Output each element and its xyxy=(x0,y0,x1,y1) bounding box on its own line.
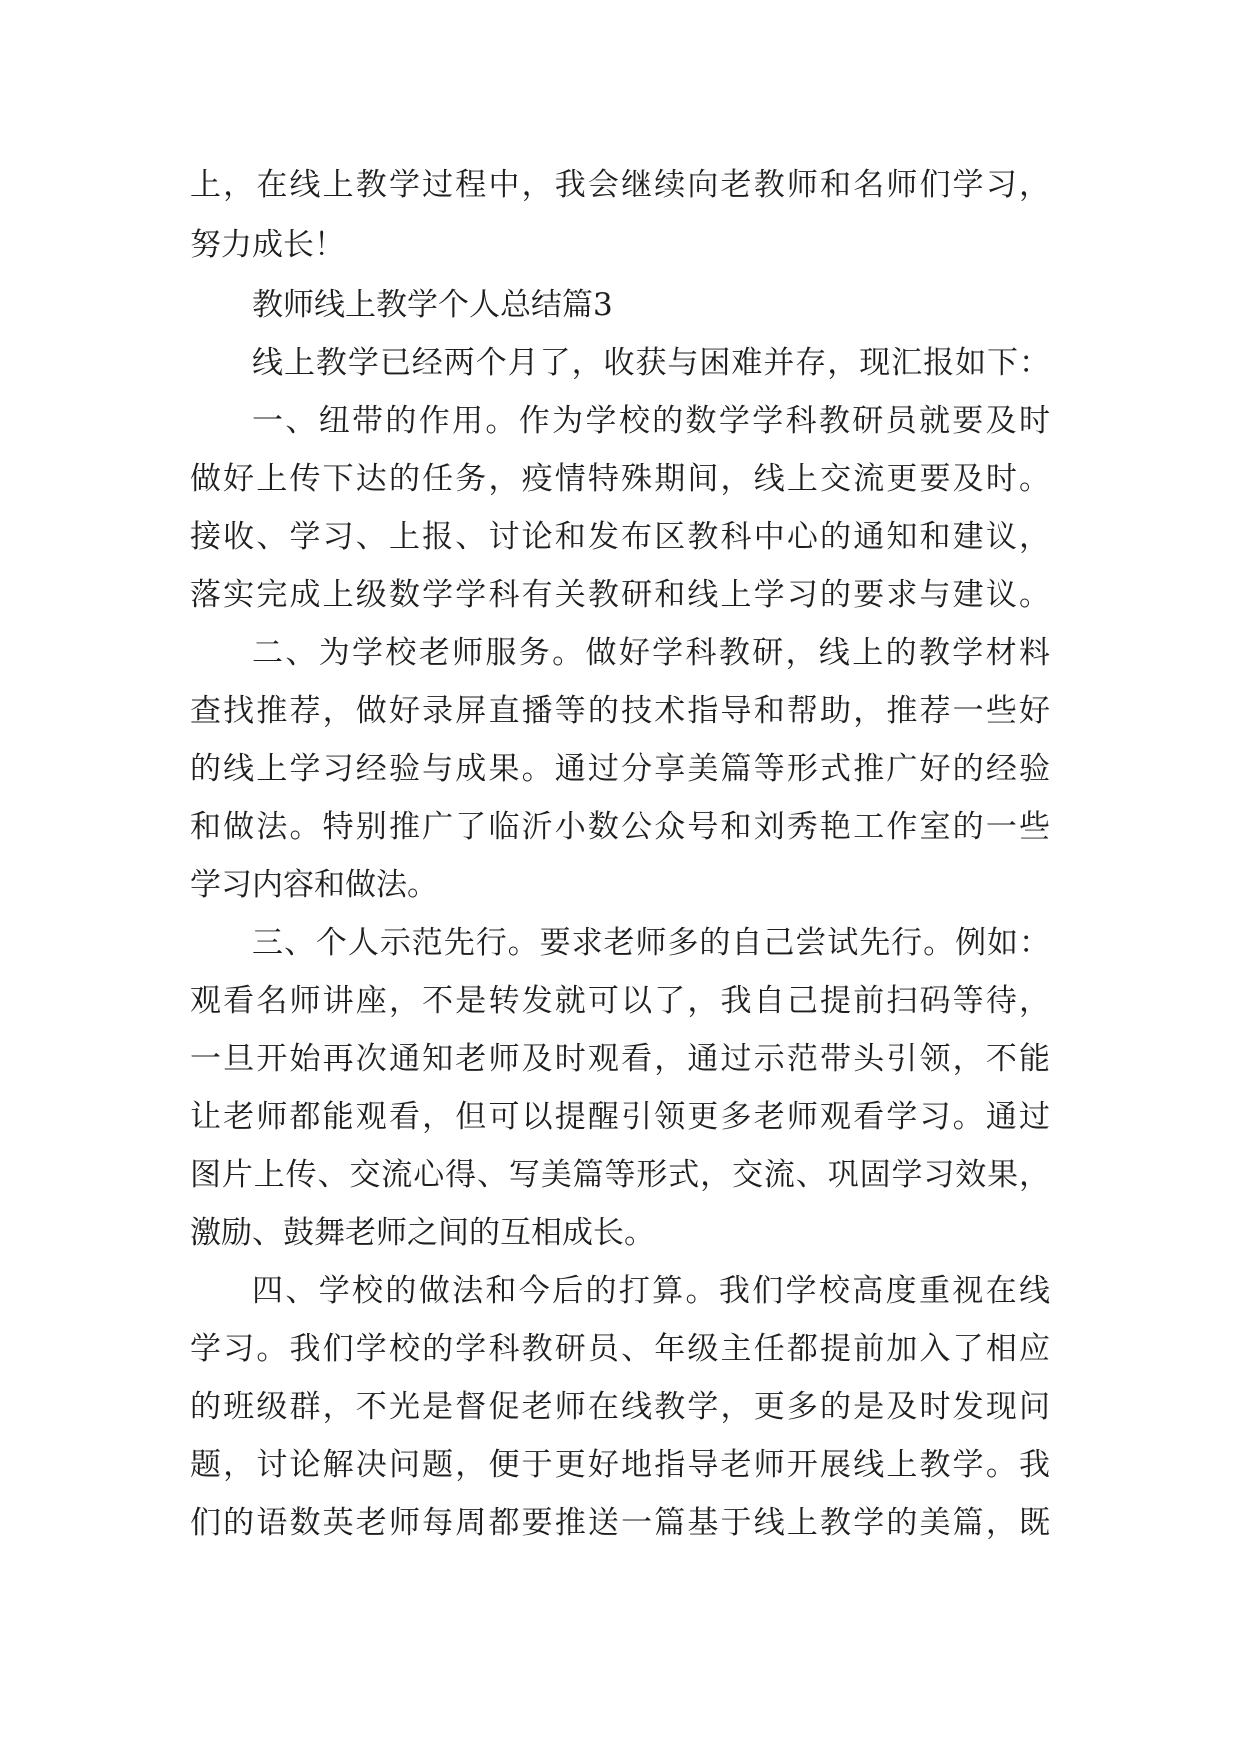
paragraph-line: 上，在线上教学过程中，我会继续向老教师和名师们学习， xyxy=(190,167,1050,203)
paragraph-line: 让老师都能观看，但可以提醒引领更多老师观看学习。通过 xyxy=(190,1099,1050,1135)
paragraph-line: 图片上传、交流心得、写美篇等形式，交流、巩固学习效果， xyxy=(190,1157,1050,1193)
paragraph-line: 三、个人示范先行。要求老师多的自己尝试先行。例如： xyxy=(252,925,1050,961)
paragraph-line: 努力成长！ xyxy=(190,227,345,263)
paragraph-line: 题，讨论解决问题，便于更好地指导老师开展线上教学。我 xyxy=(190,1447,1050,1483)
paragraph-line: 做好上传下达的任务，疫情特殊期间，线上交流更要及时。 xyxy=(190,461,1050,497)
paragraph-line: 二、为学校老师服务。做好学科教研，线上的教学材料 xyxy=(252,635,1050,671)
paragraph-line: 激励、鼓舞老师之间的互相成长。 xyxy=(190,1215,655,1251)
paragraph-line: 接收、学习、上报、讨论和发布区教科中心的通知和建议， xyxy=(190,519,1050,555)
paragraph-line: 和做法。特别推广了临沂小数公众号和刘秀艳工作室的一些 xyxy=(190,809,1050,845)
paragraph-line: 学习。我们学校的学科教研员、年级主任都提前加入了相应 xyxy=(190,1331,1050,1367)
paragraph-line: 观看名师讲座，不是转发就可以了，我自己提前扫码等待， xyxy=(190,983,1050,1019)
paragraph-line: 学习内容和做法。 xyxy=(190,867,438,903)
paragraph-line: 的线上学习经验与成果。通过分享美篇等形式推广好的经验 xyxy=(190,751,1050,787)
intro-line: 线上教学已经两个月了，收获与困难并存，现汇报如下： xyxy=(252,345,1050,381)
paragraph-line: 查找推荐，做好录屏直播等的技术指导和帮助，推荐一些好 xyxy=(190,693,1050,729)
paragraph-line: 们的语数英老师每周都要推送一篇基于线上教学的美篇，既 xyxy=(190,1505,1050,1541)
paragraph-line: 落实完成上级数学学科有关教研和线上学习的要求与建议。 xyxy=(190,577,1050,613)
section-heading: 教师线上教学个人总结篇3 xyxy=(252,287,613,323)
paragraph-line: 一旦开始再次通知老师及时观看，通过示范带头引领，不能 xyxy=(190,1041,1050,1077)
paragraph-line: 四、学校的做法和今后的打算。我们学校高度重视在线 xyxy=(252,1273,1050,1309)
paragraph-line: 一、纽带的作用。作为学校的数学学科教研员就要及时 xyxy=(252,403,1050,439)
paragraph-line: 的班级群，不光是督促老师在线教学，更多的是及时发现问 xyxy=(190,1389,1050,1425)
